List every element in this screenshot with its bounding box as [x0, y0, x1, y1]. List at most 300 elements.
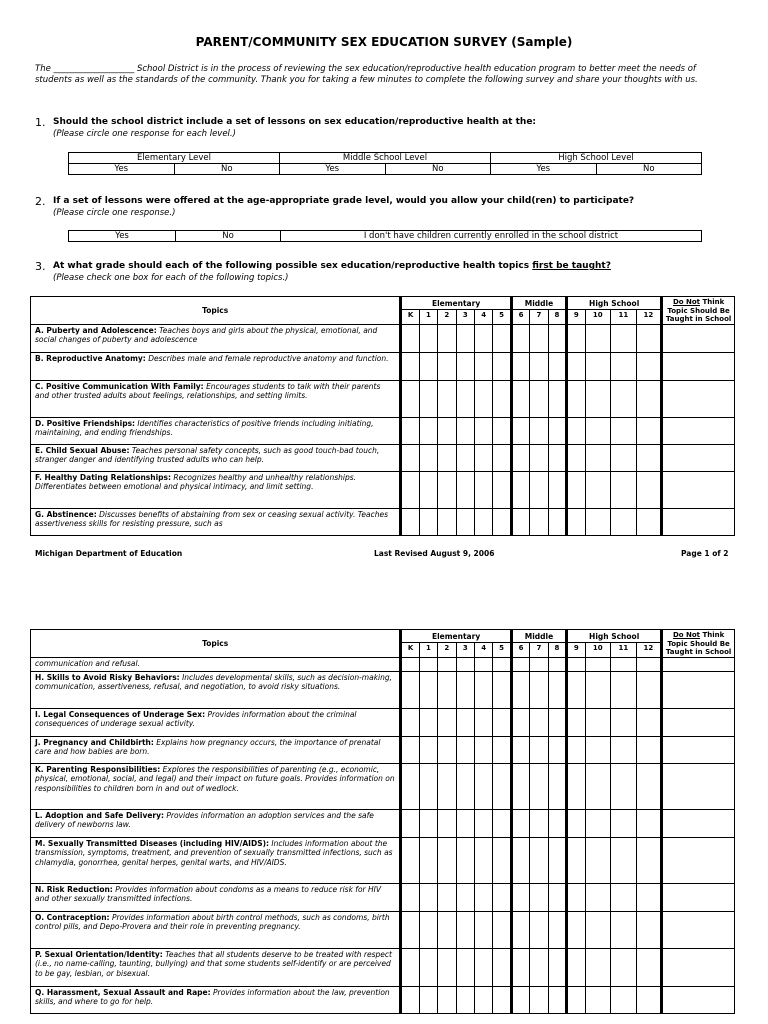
checkbox-grade-4[interactable] [474, 949, 492, 987]
checkbox-grade-2[interactable] [438, 509, 456, 536]
do-not-teach-header: Do Not Think Topic Should Be Taught in School [662, 297, 735, 325]
topic-description: Teaches boys and girls about the physical, emotional, and social changes of puberty and adolescence [35, 326, 378, 345]
checkbox-grade-8[interactable] [548, 810, 566, 838]
checkbox-grade-10[interactable] [585, 325, 611, 353]
checkbox-grade-3[interactable] [456, 709, 474, 737]
checkbox-grade-9[interactable] [567, 709, 585, 737]
checkbox-grade-8[interactable] [548, 764, 566, 810]
checkbox-grade-12[interactable] [636, 472, 662, 509]
checkbox-grade-7[interactable] [530, 353, 548, 381]
checkbox-grade-6[interactable] [511, 810, 529, 838]
checkbox-grade-12[interactable] [636, 353, 662, 381]
checkbox-grade-2[interactable] [438, 987, 456, 1014]
checkbox-grade-8[interactable] [548, 418, 566, 445]
topic-description: Teaches personal safety concepts, such as good touch-bad touch, stranger danger and identifying trusted adults who can help. [35, 446, 380, 465]
checkbox-grade-11[interactable] [611, 709, 637, 737]
checkbox-grade-5[interactable] [493, 709, 511, 737]
checkbox-grade-9[interactable] [567, 509, 585, 536]
checkbox-grade-1[interactable] [419, 445, 437, 472]
checkbox-grade-5[interactable] [493, 325, 511, 353]
checkbox-do-not-teach[interactable] [662, 810, 735, 838]
checkbox-grade-4[interactable] [474, 445, 492, 472]
checkbox-grade-10[interactable] [585, 764, 611, 810]
checkbox-do-not-teach[interactable] [662, 509, 735, 536]
checkbox-grade-4[interactable] [474, 325, 492, 353]
topic-description: Recognizes healthy and unhealthy relationships. Differentiates between emotional and physical intimacy, and limit setting. [35, 473, 357, 492]
checkbox-grade-1[interactable] [419, 737, 437, 764]
checkbox-grade-10[interactable] [585, 472, 611, 509]
participate-yes-option[interactable]: Yes [69, 231, 176, 242]
checkbox-do-not-teach[interactable] [662, 672, 735, 709]
checkbox-grade-2[interactable] [438, 472, 456, 509]
topic-name: M. Sexually Transmitted Diseases (including HIV/AIDS): [35, 839, 270, 848]
checkbox-grade-4[interactable] [474, 381, 492, 418]
checkbox-do-not-teach[interactable] [662, 381, 735, 418]
checkbox-grade-9[interactable] [567, 737, 585, 764]
checkbox-do-not-teach[interactable] [662, 838, 735, 884]
checkbox-grade-K[interactable] [401, 325, 419, 353]
checkbox-do-not-teach[interactable] [662, 884, 735, 912]
elementary-header: Elementary [401, 297, 512, 310]
checkbox-grade-12[interactable] [636, 884, 662, 912]
checkbox-grade-1[interactable] [419, 949, 437, 987]
checkbox-grade-8[interactable] [548, 838, 566, 884]
checkbox-grade-4[interactable] [474, 912, 492, 949]
survey-table-page-1 [30, 296, 735, 536]
checkbox-do-not-teach[interactable] [662, 353, 735, 381]
checkbox-grade-4[interactable] [474, 884, 492, 912]
checkbox-grade-5[interactable] [493, 949, 511, 987]
checkbox-grade-9[interactable] [567, 987, 585, 1014]
checkbox-grade-10[interactable] [585, 709, 611, 737]
checkbox-grade-8[interactable] [548, 381, 566, 418]
checkbox-grade-1[interactable] [419, 472, 437, 509]
checkbox-grade-4[interactable] [474, 709, 492, 737]
checkbox-grade-11[interactable] [611, 472, 637, 509]
checkbox-grade-11[interactable] [611, 838, 637, 884]
checkbox-grade-10[interactable] [585, 987, 611, 1014]
checkbox-grade-8[interactable] [548, 987, 566, 1014]
checkbox-grade-K[interactable] [401, 838, 419, 884]
checkbox-grade-4[interactable] [474, 764, 492, 810]
checkbox-grade-5[interactable] [493, 838, 511, 884]
checkbox-grade-6[interactable] [511, 709, 529, 737]
checkbox-grade-12[interactable] [636, 325, 662, 353]
checkbox-grade-9[interactable] [567, 445, 585, 472]
checkbox-grade-9[interactable] [567, 949, 585, 987]
checkbox-grade-7[interactable] [530, 912, 548, 949]
checkbox-grade-12[interactable] [636, 445, 662, 472]
table-row [31, 949, 735, 987]
high-yes-option[interactable]: Yes [491, 164, 597, 175]
checkbox-grade-12[interactable] [636, 709, 662, 737]
topic-description: communication and refusal. [35, 659, 140, 668]
checkbox-do-not-teach[interactable] [662, 764, 735, 810]
checkbox-grade-K[interactable] [401, 810, 419, 838]
checkbox-grade-1[interactable] [419, 353, 437, 381]
checkbox-grade-K[interactable] [401, 509, 419, 536]
checkbox-grade-5[interactable] [493, 987, 511, 1014]
checkbox-grade-12[interactable] [636, 381, 662, 418]
checkbox-grade-12[interactable] [636, 949, 662, 987]
checkbox-grade-9[interactable] [567, 325, 585, 353]
checkbox-grade-10[interactable] [585, 445, 611, 472]
checkbox-grade-9[interactable] [567, 838, 585, 884]
topic-description: Provides information an adoption services and the safe delivery of newborns law. [35, 811, 374, 830]
checkbox-grade-12[interactable] [636, 838, 662, 884]
checkbox-grade-8[interactable] [548, 672, 566, 709]
checkbox-grade-1[interactable] [419, 987, 437, 1014]
checkbox-grade-5[interactable] [493, 737, 511, 764]
checkbox-grade-8[interactable] [548, 325, 566, 353]
middle-no-option[interactable]: No [385, 164, 491, 175]
checkbox-grade-9[interactable] [567, 658, 585, 672]
checkbox-grade-K[interactable] [401, 949, 419, 987]
checkbox-grade-2[interactable] [438, 709, 456, 737]
checkbox-grade-10[interactable] [585, 912, 611, 949]
checkbox-grade-1[interactable] [419, 672, 437, 709]
question-3-number: 3. [35, 260, 46, 273]
checkbox-grade-1[interactable] [419, 764, 437, 810]
topic-description: Encourages students to talk with their parents and other trusted adults about feelings, relationships, and setting limits. [35, 382, 381, 401]
checkbox-grade-2[interactable] [438, 884, 456, 912]
checkbox-do-not-teach[interactable] [662, 418, 735, 445]
checkbox-grade-9[interactable] [567, 884, 585, 912]
checkbox-grade-2[interactable] [438, 325, 456, 353]
checkbox-grade-1[interactable] [419, 509, 437, 536]
checkbox-grade-K[interactable] [401, 912, 419, 949]
checkbox-grade-9[interactable] [567, 472, 585, 509]
checkbox-grade-8[interactable] [548, 509, 566, 536]
checkbox-grade-3[interactable] [456, 418, 474, 445]
checkbox-grade-K[interactable] [401, 445, 419, 472]
checkbox-grade-1[interactable] [419, 709, 437, 737]
checkbox-grade-7[interactable] [530, 445, 548, 472]
checkbox-grade-6[interactable] [511, 472, 529, 509]
middle-yes-option[interactable]: Yes [280, 164, 386, 175]
checkbox-grade-3[interactable] [456, 737, 474, 764]
checkbox-grade-3[interactable] [456, 445, 474, 472]
checkbox-grade-6[interactable] [511, 445, 529, 472]
intro-paragraph: The ___________________ School District is in the process of reviewing the sex education/reproductive health education program to better meet the needs of students as well as the standards of the community. Thank you for taking a few minutes to complete the following survey and share your thoughts with us. [35, 64, 698, 86]
checkbox-do-not-teach[interactable] [662, 445, 735, 472]
checkbox-grade-6[interactable] [511, 353, 529, 381]
checkbox-grade-5[interactable] [493, 381, 511, 418]
checkbox-grade-7[interactable] [530, 709, 548, 737]
checkbox-grade-12[interactable] [636, 418, 662, 445]
checkbox-grade-5[interactable] [493, 418, 511, 445]
checkbox-grade-12[interactable] [636, 810, 662, 838]
checkbox-grade-4[interactable] [474, 472, 492, 509]
checkbox-grade-7[interactable] [530, 764, 548, 810]
topic-name: A. Puberty and Adolescence: [35, 326, 157, 335]
checkbox-grade-3[interactable] [456, 912, 474, 949]
checkbox-grade-6[interactable] [511, 949, 529, 987]
checkbox-grade-4[interactable] [474, 987, 492, 1014]
checkbox-grade-9[interactable] [567, 418, 585, 445]
checkbox-grade-8[interactable] [548, 353, 566, 381]
page-title: PARENT/COMMUNITY SEX EDUCATION SURVEY (Sample) [195, 35, 573, 49]
no-children-option[interactable]: I don't have children currently enrolled in the school district [281, 231, 702, 242]
checkbox-grade-3[interactable] [456, 838, 474, 884]
checkbox-grade-10[interactable] [585, 353, 611, 381]
checkbox-grade-10[interactable] [585, 509, 611, 536]
checkbox-grade-5[interactable] [493, 764, 511, 810]
checkbox-grade-3[interactable] [456, 381, 474, 418]
checkbox-grade-2[interactable] [438, 381, 456, 418]
footer-page-number: Page 1 of 2 [681, 549, 729, 558]
checkbox-grade-9[interactable] [567, 912, 585, 949]
elementary-yes-option[interactable]: Yes [69, 164, 175, 175]
checkbox-grade-1[interactable] [419, 381, 437, 418]
checkbox-grade-7[interactable] [530, 737, 548, 764]
checkbox-grade-12[interactable] [636, 987, 662, 1014]
topic-description: Provides information about the law, prevention skills, and where to go for help. [35, 988, 390, 1007]
checkbox-grade-9[interactable] [567, 381, 585, 418]
checkbox-grade-11[interactable] [611, 764, 637, 810]
checkbox-grade-K[interactable] [401, 672, 419, 709]
checkbox-grade-11[interactable] [611, 325, 637, 353]
topic-cell [31, 658, 401, 672]
checkbox-grade-11[interactable] [611, 884, 637, 912]
topic-cell [31, 709, 401, 737]
checkbox-grade-9[interactable] [567, 810, 585, 838]
checkbox-grade-K[interactable] [401, 472, 419, 509]
grade-header-4: 4 [474, 643, 492, 658]
checkbox-grade-11[interactable] [611, 509, 637, 536]
checkbox-do-not-teach[interactable] [662, 949, 735, 987]
checkbox-grade-6[interactable] [511, 509, 529, 536]
topic-name: G. Abstinence: [35, 510, 97, 519]
checkbox-grade-10[interactable] [585, 672, 611, 709]
table-row [31, 445, 735, 472]
checkbox-grade-2[interactable] [438, 737, 456, 764]
checkbox-grade-7[interactable] [530, 949, 548, 987]
checkbox-grade-10[interactable] [585, 737, 611, 764]
table-row [31, 764, 735, 810]
checkbox-grade-6[interactable] [511, 884, 529, 912]
checkbox-grade-9[interactable] [567, 672, 585, 709]
checkbox-grade-9[interactable] [567, 353, 585, 381]
checkbox-grade-10[interactable] [585, 838, 611, 884]
checkbox-grade-2[interactable] [438, 353, 456, 381]
checkbox-grade-5[interactable] [493, 884, 511, 912]
grade-header-3: 3 [456, 643, 474, 658]
checkbox-grade-8[interactable] [548, 472, 566, 509]
checkbox-grade-6[interactable] [511, 325, 529, 353]
checkbox-grade-1[interactable] [419, 418, 437, 445]
checkbox-grade-5[interactable] [493, 353, 511, 381]
checkbox-grade-11[interactable] [611, 987, 637, 1014]
checkbox-grade-12[interactable] [636, 764, 662, 810]
grade-header-11: 11 [611, 643, 637, 658]
checkbox-grade-3[interactable] [456, 353, 474, 381]
checkbox-grade-5[interactable] [493, 810, 511, 838]
checkbox-grade-10[interactable] [585, 658, 611, 672]
checkbox-grade-4[interactable] [474, 810, 492, 838]
checkbox-grade-8[interactable] [548, 445, 566, 472]
checkbox-grade-5[interactable] [493, 509, 511, 536]
checkbox-grade-K[interactable] [401, 353, 419, 381]
checkbox-grade-K[interactable] [401, 987, 419, 1014]
checkbox-do-not-teach[interactable] [662, 472, 735, 509]
checkbox-grade-3[interactable] [456, 764, 474, 810]
grade-header-12: 12 [636, 643, 662, 658]
checkbox-grade-6[interactable] [511, 838, 529, 884]
checkbox-grade-3[interactable] [456, 884, 474, 912]
checkbox-grade-7[interactable] [530, 672, 548, 709]
checkbox-do-not-teach[interactable] [662, 912, 735, 949]
checkbox-grade-8[interactable] [548, 912, 566, 949]
checkbox-grade-6[interactable] [511, 764, 529, 810]
checkbox-grade-3[interactable] [456, 325, 474, 353]
checkbox-grade-8[interactable] [548, 709, 566, 737]
checkbox-grade-5[interactable] [493, 658, 511, 672]
checkbox-do-not-teach[interactable] [662, 709, 735, 737]
checkbox-grade-2[interactable] [438, 810, 456, 838]
checkbox-grade-2[interactable] [438, 838, 456, 884]
checkbox-grade-5[interactable] [493, 912, 511, 949]
checkbox-grade-K[interactable] [401, 381, 419, 418]
checkbox-grade-11[interactable] [611, 445, 637, 472]
checkbox-do-not-teach[interactable] [662, 658, 735, 672]
checkbox-grade-6[interactable] [511, 418, 529, 445]
checkbox-grade-12[interactable] [636, 658, 662, 672]
question-1-number: 1. [35, 116, 46, 129]
checkbox-grade-4[interactable] [474, 353, 492, 381]
checkbox-grade-6[interactable] [511, 912, 529, 949]
checkbox-grade-3[interactable] [456, 987, 474, 1014]
checkbox-grade-7[interactable] [530, 418, 548, 445]
checkbox-grade-4[interactable] [474, 737, 492, 764]
elementary-no-option[interactable]: No [174, 164, 280, 175]
checkbox-grade-4[interactable] [474, 672, 492, 709]
checkbox-grade-1[interactable] [419, 810, 437, 838]
checkbox-grade-K[interactable] [401, 709, 419, 737]
high-no-option[interactable]: No [596, 164, 702, 175]
checkbox-grade-1[interactable] [419, 884, 437, 912]
table-row [31, 912, 735, 949]
checkbox-grade-8[interactable] [548, 949, 566, 987]
checkbox-grade-11[interactable] [611, 949, 637, 987]
checkbox-grade-8[interactable] [548, 884, 566, 912]
checkbox-grade-11[interactable] [611, 353, 637, 381]
checkbox-grade-5[interactable] [493, 472, 511, 509]
checkbox-grade-2[interactable] [438, 672, 456, 709]
topic-name: J. Pregnancy and Childbirth: [35, 738, 154, 747]
checkbox-grade-2[interactable] [438, 418, 456, 445]
checkbox-grade-6[interactable] [511, 658, 529, 672]
checkbox-grade-3[interactable] [456, 509, 474, 536]
table-row [31, 658, 735, 672]
checkbox-grade-4[interactable] [474, 418, 492, 445]
checkbox-grade-2[interactable] [438, 912, 456, 949]
table-row [31, 672, 735, 709]
checkbox-grade-12[interactable] [636, 737, 662, 764]
checkbox-grade-11[interactable] [611, 912, 637, 949]
checkbox-grade-6[interactable] [511, 381, 529, 418]
checkbox-grade-8[interactable] [548, 658, 566, 672]
checkbox-grade-2[interactable] [438, 658, 456, 672]
checkbox-grade-4[interactable] [474, 509, 492, 536]
checkbox-grade-3[interactable] [456, 658, 474, 672]
checkbox-grade-11[interactable] [611, 381, 637, 418]
checkbox-do-not-teach[interactable] [662, 325, 735, 353]
checkbox-grade-2[interactable] [438, 764, 456, 810]
table-row [31, 810, 735, 838]
checkbox-grade-8[interactable] [548, 737, 566, 764]
checkbox-grade-7[interactable] [530, 658, 548, 672]
checkbox-grade-10[interactable] [585, 810, 611, 838]
checkbox-grade-K[interactable] [401, 884, 419, 912]
checkbox-do-not-teach[interactable] [662, 737, 735, 764]
checkbox-grade-6[interactable] [511, 672, 529, 709]
checkbox-grade-5[interactable] [493, 672, 511, 709]
checkbox-grade-11[interactable] [611, 737, 637, 764]
checkbox-grade-10[interactable] [585, 884, 611, 912]
checkbox-grade-9[interactable] [567, 764, 585, 810]
checkbox-grade-12[interactable] [636, 912, 662, 949]
topic-cell [31, 987, 401, 1014]
footer-revised: Last Revised August 9, 2006 [374, 549, 495, 558]
topic-description: Includes information about the transmission, symptoms, treatment, and prevention of sexually transmitted infections, such as chlamydia, gonorrhea, genital herpes, genital warts, and HIV/AIDS. [35, 839, 393, 867]
checkbox-grade-K[interactable] [401, 418, 419, 445]
checkbox-grade-7[interactable] [530, 381, 548, 418]
checkbox-grade-12[interactable] [636, 509, 662, 536]
checkbox-grade-1[interactable] [419, 658, 437, 672]
checkbox-grade-11[interactable] [611, 418, 637, 445]
checkbox-grade-7[interactable] [530, 838, 548, 884]
checkbox-grade-6[interactable] [511, 987, 529, 1014]
topic-name: L. Adoption and Safe Delivery: [35, 811, 165, 820]
checkbox-grade-1[interactable] [419, 325, 437, 353]
checkbox-grade-3[interactable] [456, 472, 474, 509]
checkbox-grade-7[interactable] [530, 472, 548, 509]
checkbox-grade-7[interactable] [530, 987, 548, 1014]
checkbox-grade-11[interactable] [611, 672, 637, 709]
checkbox-grade-10[interactable] [585, 381, 611, 418]
checkbox-grade-K[interactable] [401, 764, 419, 810]
topic-name: Q. Harassment, Sexual Assault and Rape: [35, 988, 211, 997]
checkbox-grade-6[interactable] [511, 737, 529, 764]
participate-no-option[interactable]: No [176, 231, 281, 242]
checkbox-grade-7[interactable] [530, 509, 548, 536]
checkbox-grade-1[interactable] [419, 838, 437, 884]
checkbox-grade-3[interactable] [456, 810, 474, 838]
checkbox-grade-1[interactable] [419, 912, 437, 949]
checkbox-grade-7[interactable] [530, 884, 548, 912]
checkbox-grade-7[interactable] [530, 810, 548, 838]
grade-header-5: 5 [493, 310, 511, 325]
checkbox-grade-12[interactable] [636, 672, 662, 709]
checkbox-grade-4[interactable] [474, 838, 492, 884]
checkbox-grade-K[interactable] [401, 737, 419, 764]
checkbox-grade-10[interactable] [585, 418, 611, 445]
topic-name: B. Reproductive Anatomy: [35, 354, 146, 363]
checkbox-grade-2[interactable] [438, 949, 456, 987]
checkbox-grade-3[interactable] [456, 672, 474, 709]
checkbox-grade-10[interactable] [585, 949, 611, 987]
checkbox-grade-5[interactable] [493, 445, 511, 472]
checkbox-grade-4[interactable] [474, 658, 492, 672]
checkbox-grade-K[interactable] [401, 658, 419, 672]
checkbox-do-not-teach[interactable] [662, 987, 735, 1014]
checkbox-grade-3[interactable] [456, 949, 474, 987]
checkbox-grade-7[interactable] [530, 325, 548, 353]
checkbox-grade-11[interactable] [611, 810, 637, 838]
checkbox-grade-11[interactable] [611, 658, 637, 672]
checkbox-grade-2[interactable] [438, 445, 456, 472]
